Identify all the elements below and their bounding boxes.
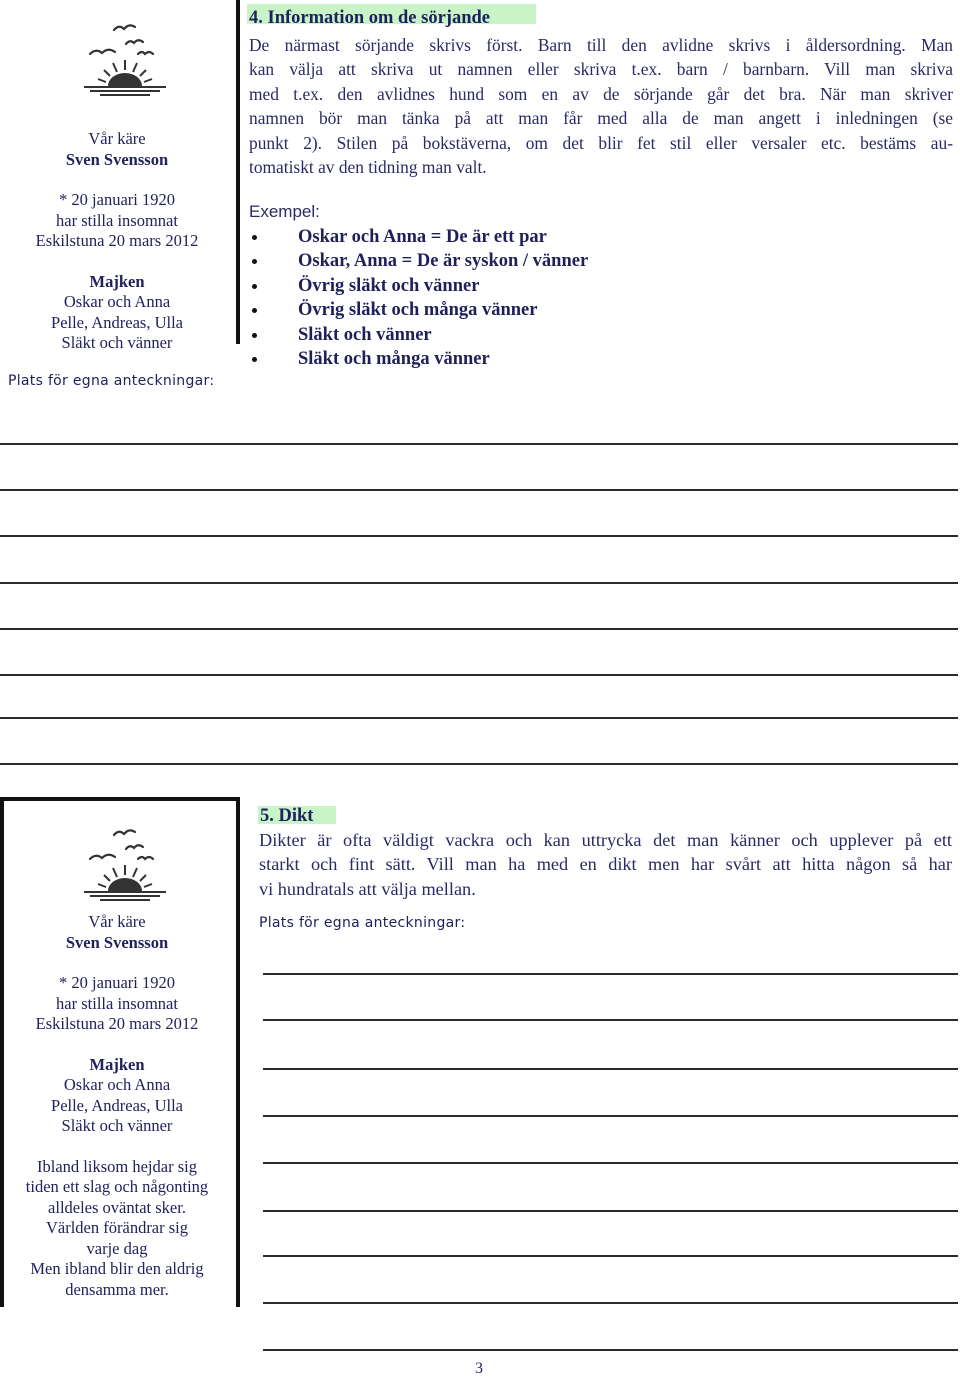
poem-line: alldeles oväntat sker. [48, 1197, 186, 1217]
section-4-paragraph [249, 33, 953, 179]
note-line[interactable] [263, 1349, 958, 1351]
bullet-icon [252, 357, 257, 362]
obituary-died-line: har stilla insomnat [56, 993, 178, 1013]
example-item: Övrig släkt och vänner [249, 274, 588, 298]
example-item: Oskar och Anna = De är ett par [249, 225, 588, 249]
obituary-mourner-main: Majken [89, 271, 145, 291]
bullet-icon [252, 284, 257, 289]
obituary-greeting: Vår käre [88, 129, 146, 148]
section-4-heading: 4. Information om de sörjande [249, 8, 491, 28]
note-line[interactable] [263, 1255, 958, 1257]
obituary-born: * 20 januari 1920 [59, 973, 175, 992]
obituary-mourner: Släkt och vänner [61, 333, 173, 352]
paragraph-line: De närmast sörjande skrivs först. Barn till den avlidne skrivs i åldersordning. Man [249, 35, 953, 55]
obituary-name: Sven Svensson [65, 149, 169, 169]
example-item: Släkt och många vänner [249, 347, 588, 371]
note-line[interactable] [263, 1302, 958, 1304]
example-list [249, 225, 588, 371]
notes-label-bottom: Plats för egna anteckningar: [259, 915, 466, 931]
note-line[interactable] [263, 1210, 958, 1212]
page-number: 3 [475, 1360, 483, 1377]
obituary-mourner: Pelle, Andreas, Ulla [51, 1095, 183, 1115]
poem-line: densamma mer. [65, 1279, 169, 1299]
section-5-heading: 5. Dikt [260, 806, 314, 826]
note-line[interactable] [0, 628, 958, 630]
bullet-icon [252, 259, 257, 264]
obituary-died-line: har stilla insomnat [56, 210, 178, 230]
paragraph-line: Dikter är ofta väldigt vackra och kan uttrycka det man känner och upplever på ett [259, 830, 952, 850]
note-line[interactable] [0, 717, 958, 719]
obituary-box-bottom [0, 797, 240, 1307]
paragraph-line: namnen bör man tänka på att man får med alla de man angett i inledningen (se [249, 108, 953, 129]
obituary-text-bottom [2, 912, 232, 1300]
obituary-died-place: Eskilstuna 20 mars 2012 [35, 1014, 199, 1033]
note-line[interactable] [0, 674, 958, 676]
paragraph-line: punkt 2). Stilen på bokstäverna, om det blir fet stil eller versaler etc. bestäms au- [249, 132, 953, 153]
notes-label-top: Plats för egna anteckningar: [8, 373, 215, 389]
note-line[interactable] [263, 1068, 958, 1070]
paragraph-line: tomatiskt av den tidning man valt. [249, 157, 487, 178]
poem-line: Men ibland blir den aldrig [30, 1259, 204, 1278]
paragraph-line: kan välja att skriva ut namnen eller skriva t.ex. barn / barnbarn. Vill man skriva [249, 59, 953, 80]
poem-line: varje dag [86, 1238, 148, 1258]
bullet-icon [252, 235, 257, 240]
obituary-greeting: Vår käre [88, 912, 146, 931]
obituary-died-place: Eskilstuna 20 mars 2012 [35, 231, 199, 250]
paragraph-line: med t.ex. den avlidnes hund som en av de sörjande går det bra. När man skriver [249, 83, 953, 104]
example-item: Övrig släkt och många vänner [249, 298, 588, 322]
bullet-icon [252, 308, 257, 313]
note-line[interactable] [0, 489, 958, 491]
note-line[interactable] [0, 763, 958, 765]
note-line[interactable] [263, 1019, 958, 1021]
note-line[interactable] [263, 973, 958, 975]
obituary-mourner-main: Majken [89, 1054, 145, 1074]
obituary-name: Sven Svensson [65, 932, 169, 952]
note-line[interactable] [0, 582, 958, 584]
note-line[interactable] [0, 535, 958, 537]
paragraph-line: vi hundratals att välja mellan. [259, 878, 476, 899]
obituary-born: * 20 januari 1920 [59, 190, 175, 209]
obituary-mourner: Oskar och Anna [63, 1075, 171, 1094]
note-line[interactable] [263, 1115, 958, 1117]
obituary-mourner: Oskar och Anna [63, 292, 171, 311]
sunset-birds-icon [80, 14, 170, 96]
example-item: Släkt och vänner [249, 323, 588, 347]
section-5-paragraph [259, 828, 952, 901]
note-line[interactable] [0, 443, 958, 445]
obituary-mourner: Pelle, Andreas, Ulla [51, 312, 183, 332]
example-label: Exempel: [249, 202, 320, 221]
obituary-box-top [0, 0, 240, 352]
poem-line: tiden ett slag och någonting [25, 1177, 209, 1196]
paragraph-line: starkt och fint sätt. Vill man ha med en dikt men har svårt att hitta någon så har [259, 854, 952, 875]
sunset-birds-icon [80, 819, 170, 901]
example-item: Oskar, Anna = De är syskon / vänner [249, 249, 588, 273]
note-line[interactable] [263, 1162, 958, 1164]
obituary-text-top [2, 129, 232, 354]
poem-line: Världen förändrar sig [45, 1218, 189, 1237]
poem-line: Ibland liksom hejdar sig [37, 1156, 197, 1176]
bullet-icon [252, 333, 257, 338]
obituary-mourner: Släkt och vänner [61, 1116, 173, 1135]
